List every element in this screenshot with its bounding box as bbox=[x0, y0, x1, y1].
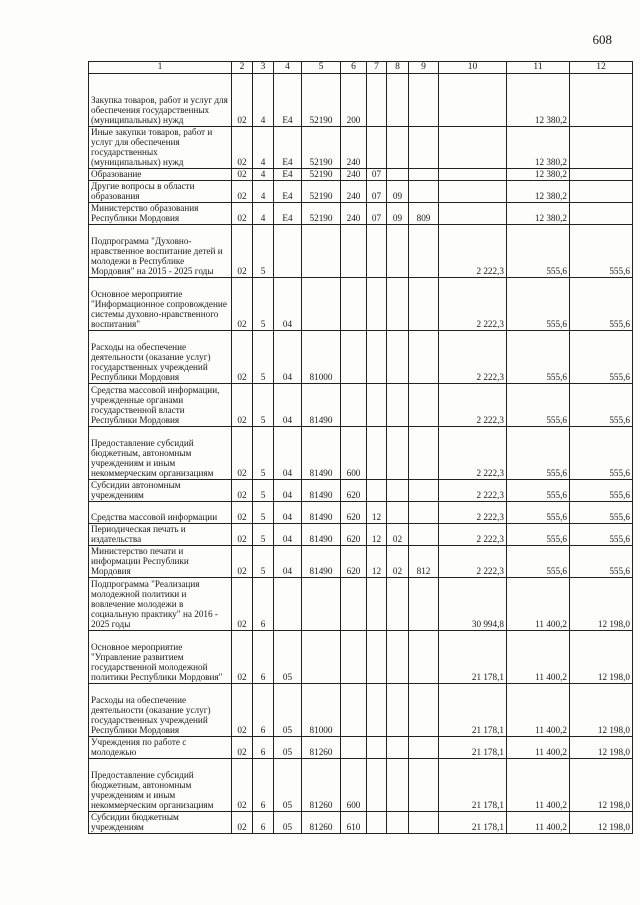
cell-col-4: Е4 bbox=[274, 181, 302, 203]
row-name-cell: Основное мероприятие "Управление развитием государственной молодежной политики Республики Мордовия" bbox=[89, 631, 232, 684]
table-row bbox=[89, 427, 633, 480]
cell-col-12 bbox=[570, 181, 633, 203]
cell-col-5: 81490 bbox=[302, 384, 341, 427]
cell-col-9 bbox=[409, 759, 439, 812]
cell-col-12: 555,6 bbox=[570, 384, 633, 427]
cell-col-5: 52190 bbox=[302, 181, 341, 203]
cell-col-2: 02 bbox=[232, 203, 253, 225]
cell-col-5: 81490 bbox=[302, 546, 341, 578]
cell-col-8 bbox=[387, 737, 409, 759]
cell-col-12: 555,6 bbox=[570, 502, 633, 524]
cell-col-11: 555,6 bbox=[507, 427, 570, 480]
cell-col-6 bbox=[341, 225, 367, 278]
cell-col-12: 555,6 bbox=[570, 278, 633, 331]
cell-col-3: 5 bbox=[253, 546, 274, 578]
row-name-cell: Предоставление субсидий бюджетным, автономным учреждениям и иным некоммерческим организациям bbox=[89, 427, 232, 480]
cell-col-10 bbox=[439, 203, 507, 225]
cell-col-2: 02 bbox=[232, 524, 253, 546]
cell-col-6: 620 bbox=[341, 502, 367, 524]
cell-col-4: Е4 bbox=[274, 169, 302, 181]
cell-col-4: 04 bbox=[274, 331, 302, 384]
table-row bbox=[89, 524, 633, 546]
table-row bbox=[89, 480, 633, 502]
cell-col-8 bbox=[387, 74, 409, 127]
cell-col-11: 555,6 bbox=[507, 502, 570, 524]
table-row bbox=[89, 169, 633, 181]
cell-col-3: 6 bbox=[253, 631, 274, 684]
cell-col-7 bbox=[367, 631, 387, 684]
budget-table bbox=[88, 61, 633, 834]
table-row bbox=[89, 759, 633, 812]
cell-col-3: 6 bbox=[253, 759, 274, 812]
cell-col-3: 5 bbox=[253, 480, 274, 502]
row-name-cell: Расходы на обеспечение деятельности (оказание услуг) государственных учреждений Республики Мордовия bbox=[89, 331, 232, 384]
row-name-cell: Субсидии автономным учреждениям bbox=[89, 480, 232, 502]
row-name-cell: Средства массовой информации, учрежденные органами государственной власти Республики Мордовия bbox=[89, 384, 232, 427]
cell-col-2: 02 bbox=[232, 480, 253, 502]
column-header-5: 5 bbox=[302, 62, 341, 74]
cell-col-11: 12 380,2 bbox=[507, 203, 570, 225]
cell-col-12 bbox=[570, 203, 633, 225]
column-header-3: 3 bbox=[253, 62, 274, 74]
cell-col-7 bbox=[367, 331, 387, 384]
cell-col-8 bbox=[387, 427, 409, 480]
cell-col-3: 5 bbox=[253, 524, 274, 546]
table-row bbox=[89, 203, 633, 225]
cell-col-4: 04 bbox=[274, 524, 302, 546]
cell-col-8 bbox=[387, 169, 409, 181]
row-name-cell: Иные закупки товаров, работ и услуг для обеспечения государственных (муниципальных) нужд bbox=[89, 127, 232, 169]
cell-col-11: 555,6 bbox=[507, 480, 570, 502]
cell-col-3: 5 bbox=[253, 225, 274, 278]
cell-col-12: 12 198,0 bbox=[570, 737, 633, 759]
cell-col-5: 81490 bbox=[302, 502, 341, 524]
cell-col-11: 555,6 bbox=[507, 546, 570, 578]
cell-col-5: 81490 bbox=[302, 480, 341, 502]
cell-col-11: 555,6 bbox=[507, 331, 570, 384]
cell-col-5: 52190 bbox=[302, 203, 341, 225]
cell-col-7 bbox=[367, 225, 387, 278]
cell-col-4: 04 bbox=[274, 427, 302, 480]
cell-col-4: 05 bbox=[274, 812, 302, 834]
cell-col-12 bbox=[570, 74, 633, 127]
cell-col-12: 555,6 bbox=[570, 427, 633, 480]
cell-col-3: 6 bbox=[253, 737, 274, 759]
column-header-9: 9 bbox=[409, 62, 439, 74]
cell-col-2: 02 bbox=[232, 684, 253, 737]
cell-col-8 bbox=[387, 759, 409, 812]
cell-col-8 bbox=[387, 127, 409, 169]
row-name-cell: Субсидии бюджетным учреждениям bbox=[89, 812, 232, 834]
table-row bbox=[89, 331, 633, 384]
cell-col-4: Е4 bbox=[274, 127, 302, 169]
cell-col-7: 07 bbox=[367, 169, 387, 181]
table-row bbox=[89, 812, 633, 834]
column-header-7: 7 bbox=[367, 62, 387, 74]
table-row bbox=[89, 74, 633, 127]
cell-col-5 bbox=[302, 631, 341, 684]
cell-col-3: 4 bbox=[253, 181, 274, 203]
cell-col-10 bbox=[439, 169, 507, 181]
cell-col-7 bbox=[367, 759, 387, 812]
cell-col-7 bbox=[367, 480, 387, 502]
row-name-cell: Средства массовой информации bbox=[89, 502, 232, 524]
cell-col-5 bbox=[302, 225, 341, 278]
cell-col-2: 02 bbox=[232, 546, 253, 578]
cell-col-2: 02 bbox=[232, 631, 253, 684]
cell-col-7 bbox=[367, 737, 387, 759]
cell-col-10: 21 178,1 bbox=[439, 812, 507, 834]
cell-col-11: 11 400,2 bbox=[507, 578, 570, 631]
row-name-cell: Министерство печати и информации Республики Мордовия bbox=[89, 546, 232, 578]
cell-col-2: 02 bbox=[232, 225, 253, 278]
row-name-cell: Периодическая печать и издательства bbox=[89, 524, 232, 546]
cell-col-4: 04 bbox=[274, 546, 302, 578]
table-row bbox=[89, 225, 633, 278]
row-name-cell: Расходы на обеспечение деятельности (оказание услуг) государственных учреждений Республики Мордовия bbox=[89, 684, 232, 737]
cell-col-8 bbox=[387, 480, 409, 502]
row-name-cell: Подпрограмма "Реализация молодежной политики и вовлечение молодежи в социальную практику" на 2016 - 2025 годы bbox=[89, 578, 232, 631]
table-row bbox=[89, 502, 633, 524]
cell-col-9: 809 bbox=[409, 203, 439, 225]
cell-col-12: 555,6 bbox=[570, 225, 633, 278]
row-name-cell: Министерство образования Республики Мордовия bbox=[89, 203, 232, 225]
row-name-cell: Предоставление субсидий бюджетным, автономным учреждениям и иным некоммерческим организациям bbox=[89, 759, 232, 812]
cell-col-2: 02 bbox=[232, 759, 253, 812]
cell-col-9 bbox=[409, 384, 439, 427]
cell-col-9 bbox=[409, 169, 439, 181]
cell-col-9 bbox=[409, 74, 439, 127]
cell-col-12: 12 198,0 bbox=[570, 759, 633, 812]
cell-col-6 bbox=[341, 684, 367, 737]
cell-col-5: 52190 bbox=[302, 127, 341, 169]
cell-col-3: 4 bbox=[253, 169, 274, 181]
cell-col-3: 4 bbox=[253, 74, 274, 127]
cell-col-4: 04 bbox=[274, 502, 302, 524]
cell-col-8 bbox=[387, 502, 409, 524]
cell-col-11: 555,6 bbox=[507, 384, 570, 427]
cell-col-7: 12 bbox=[367, 524, 387, 546]
cell-col-2: 02 bbox=[232, 812, 253, 834]
cell-col-5: 81260 bbox=[302, 812, 341, 834]
cell-col-5: 81260 bbox=[302, 737, 341, 759]
cell-col-8 bbox=[387, 631, 409, 684]
cell-col-7: 12 bbox=[367, 546, 387, 578]
cell-col-10: 30 994,8 bbox=[439, 578, 507, 631]
cell-col-4: 05 bbox=[274, 684, 302, 737]
cell-col-8: 02 bbox=[387, 524, 409, 546]
cell-col-6 bbox=[341, 384, 367, 427]
cell-col-12 bbox=[570, 169, 633, 181]
table-body bbox=[89, 74, 633, 834]
cell-col-6 bbox=[341, 331, 367, 384]
cell-col-5: 52190 bbox=[302, 169, 341, 181]
cell-col-9 bbox=[409, 737, 439, 759]
cell-col-3: 5 bbox=[253, 331, 274, 384]
cell-col-11: 11 400,2 bbox=[507, 812, 570, 834]
cell-col-6 bbox=[341, 278, 367, 331]
cell-col-12: 12 198,0 bbox=[570, 631, 633, 684]
column-header-10: 10 bbox=[439, 62, 507, 74]
cell-col-7 bbox=[367, 578, 387, 631]
cell-col-6: 200 bbox=[341, 74, 367, 127]
table-row bbox=[89, 578, 633, 631]
cell-col-9 bbox=[409, 225, 439, 278]
cell-col-4: Е4 bbox=[274, 74, 302, 127]
cell-col-2: 02 bbox=[232, 384, 253, 427]
cell-col-5: 81490 bbox=[302, 427, 341, 480]
cell-col-2: 02 bbox=[232, 169, 253, 181]
cell-col-5 bbox=[302, 278, 341, 331]
cell-col-11: 12 380,2 bbox=[507, 169, 570, 181]
cell-col-11: 12 380,2 bbox=[507, 181, 570, 203]
cell-col-10: 21 178,1 bbox=[439, 759, 507, 812]
cell-col-11: 11 400,2 bbox=[507, 684, 570, 737]
column-header-12: 12 bbox=[570, 62, 633, 74]
cell-col-8 bbox=[387, 384, 409, 427]
cell-col-11: 11 400,2 bbox=[507, 737, 570, 759]
table-row bbox=[89, 737, 633, 759]
cell-col-12: 555,6 bbox=[570, 546, 633, 578]
cell-col-6: 610 bbox=[341, 812, 367, 834]
page-number: 608 bbox=[592, 32, 612, 47]
cell-col-3: 6 bbox=[253, 812, 274, 834]
cell-col-12: 555,6 bbox=[570, 524, 633, 546]
cell-col-7 bbox=[367, 812, 387, 834]
cell-col-8 bbox=[387, 578, 409, 631]
row-name-cell: Основное мероприятие "Информационное сопровождение системы духовно-нравственного воспитания" bbox=[89, 278, 232, 331]
cell-col-10 bbox=[439, 74, 507, 127]
cell-col-11: 11 400,2 bbox=[507, 759, 570, 812]
cell-col-4: 05 bbox=[274, 759, 302, 812]
row-name-cell: Образование bbox=[89, 169, 232, 181]
cell-col-10: 2 222,3 bbox=[439, 427, 507, 480]
row-name-cell: Закупка товаров, работ и услуг для обеспечения государственных (муниципальных) нужд bbox=[89, 74, 232, 127]
table-row bbox=[89, 127, 633, 169]
cell-col-10: 2 222,3 bbox=[439, 278, 507, 331]
column-header-8: 8 bbox=[387, 62, 409, 74]
cell-col-10 bbox=[439, 181, 507, 203]
cell-col-9 bbox=[409, 524, 439, 546]
cell-col-6: 620 bbox=[341, 546, 367, 578]
cell-col-5: 81260 bbox=[302, 759, 341, 812]
cell-col-12: 12 198,0 bbox=[570, 812, 633, 834]
table-row bbox=[89, 181, 633, 203]
cell-col-12: 12 198,0 bbox=[570, 684, 633, 737]
cell-col-9 bbox=[409, 480, 439, 502]
cell-col-2: 02 bbox=[232, 181, 253, 203]
cell-col-7 bbox=[367, 127, 387, 169]
cell-col-4: 05 bbox=[274, 631, 302, 684]
table-row bbox=[89, 684, 633, 737]
cell-col-7 bbox=[367, 684, 387, 737]
cell-col-3: 5 bbox=[253, 427, 274, 480]
cell-col-8 bbox=[387, 812, 409, 834]
cell-col-2: 02 bbox=[232, 331, 253, 384]
cell-col-5: 52190 bbox=[302, 74, 341, 127]
cell-col-4: Е4 bbox=[274, 203, 302, 225]
cell-col-4 bbox=[274, 225, 302, 278]
cell-col-3: 6 bbox=[253, 578, 274, 631]
cell-col-5: 81490 bbox=[302, 524, 341, 546]
cell-col-10: 2 222,3 bbox=[439, 502, 507, 524]
cell-col-9 bbox=[409, 631, 439, 684]
cell-col-2: 02 bbox=[232, 127, 253, 169]
cell-col-8: 09 bbox=[387, 203, 409, 225]
cell-col-10: 2 222,3 bbox=[439, 384, 507, 427]
cell-col-9 bbox=[409, 812, 439, 834]
column-header-6: 6 bbox=[341, 62, 367, 74]
cell-col-10: 2 222,3 bbox=[439, 331, 507, 384]
cell-col-11: 555,6 bbox=[507, 225, 570, 278]
cell-col-11: 11 400,2 bbox=[507, 631, 570, 684]
cell-col-9 bbox=[409, 181, 439, 203]
cell-col-3: 5 bbox=[253, 278, 274, 331]
cell-col-8 bbox=[387, 225, 409, 278]
cell-col-5: 81000 bbox=[302, 331, 341, 384]
cell-col-6: 240 bbox=[341, 203, 367, 225]
row-name-cell: Подпрограмма "Духовно-нравственное воспитание детей и молодежи в Республике Мордовия" на 2015 - 2025 годы bbox=[89, 225, 232, 278]
row-name-cell: Учреждения по работе с молодежью bbox=[89, 737, 232, 759]
row-name-cell: Другие вопросы в области образования bbox=[89, 181, 232, 203]
cell-col-6: 620 bbox=[341, 524, 367, 546]
cell-col-10: 2 222,3 bbox=[439, 524, 507, 546]
table-row bbox=[89, 546, 633, 578]
cell-col-3: 5 bbox=[253, 384, 274, 427]
cell-col-6: 240 bbox=[341, 169, 367, 181]
cell-col-5: 81000 bbox=[302, 684, 341, 737]
cell-col-10: 2 222,3 bbox=[439, 546, 507, 578]
cell-col-10: 2 222,3 bbox=[439, 225, 507, 278]
cell-col-7: 07 bbox=[367, 203, 387, 225]
cell-col-9 bbox=[409, 331, 439, 384]
cell-col-9 bbox=[409, 578, 439, 631]
cell-col-9 bbox=[409, 502, 439, 524]
cell-col-2: 02 bbox=[232, 74, 253, 127]
cell-col-12: 12 198,0 bbox=[570, 578, 633, 631]
cell-col-8 bbox=[387, 278, 409, 331]
cell-col-4: 05 bbox=[274, 737, 302, 759]
cell-col-5 bbox=[302, 578, 341, 631]
cell-col-7: 12 bbox=[367, 502, 387, 524]
cell-col-10: 21 178,1 bbox=[439, 684, 507, 737]
cell-col-6: 600 bbox=[341, 427, 367, 480]
cell-col-7 bbox=[367, 74, 387, 127]
cell-col-6: 240 bbox=[341, 127, 367, 169]
cell-col-6 bbox=[341, 578, 367, 631]
cell-col-11: 555,6 bbox=[507, 524, 570, 546]
cell-col-2: 02 bbox=[232, 737, 253, 759]
cell-col-12 bbox=[570, 127, 633, 169]
cell-col-7 bbox=[367, 427, 387, 480]
cell-col-2: 02 bbox=[232, 427, 253, 480]
cell-col-4: 04 bbox=[274, 384, 302, 427]
cell-col-12: 555,6 bbox=[570, 331, 633, 384]
column-header-11: 11 bbox=[507, 62, 570, 74]
cell-col-2: 02 bbox=[232, 278, 253, 331]
cell-col-11: 12 380,2 bbox=[507, 74, 570, 127]
table-row bbox=[89, 278, 633, 331]
cell-col-9 bbox=[409, 278, 439, 331]
cell-col-4: 04 bbox=[274, 278, 302, 331]
cell-col-9 bbox=[409, 684, 439, 737]
cell-col-10 bbox=[439, 127, 507, 169]
cell-col-6 bbox=[341, 737, 367, 759]
cell-col-10: 2 222,3 bbox=[439, 480, 507, 502]
cell-col-6 bbox=[341, 631, 367, 684]
cell-col-8: 02 bbox=[387, 546, 409, 578]
cell-col-7 bbox=[367, 278, 387, 331]
cell-col-2: 02 bbox=[232, 502, 253, 524]
cell-col-3: 6 bbox=[253, 684, 274, 737]
cell-col-8 bbox=[387, 331, 409, 384]
cell-col-4: 04 bbox=[274, 480, 302, 502]
cell-col-6: 240 bbox=[341, 181, 367, 203]
cell-col-8 bbox=[387, 684, 409, 737]
cell-col-8: 09 bbox=[387, 181, 409, 203]
cell-col-6: 620 bbox=[341, 480, 367, 502]
header-row bbox=[89, 62, 633, 74]
cell-col-3: 4 bbox=[253, 203, 274, 225]
cell-col-9 bbox=[409, 127, 439, 169]
cell-col-9: 812 bbox=[409, 546, 439, 578]
cell-col-11: 12 380,2 bbox=[507, 127, 570, 169]
cell-col-3: 5 bbox=[253, 502, 274, 524]
cell-col-12: 555,6 bbox=[570, 480, 633, 502]
cell-col-11: 555,6 bbox=[507, 278, 570, 331]
table-row bbox=[89, 631, 633, 684]
cell-col-4 bbox=[274, 578, 302, 631]
column-header-1: 1 bbox=[89, 62, 232, 74]
cell-col-6: 600 bbox=[341, 759, 367, 812]
cell-col-10: 21 178,1 bbox=[439, 737, 507, 759]
column-header-2: 2 bbox=[232, 62, 253, 74]
column-header-4: 4 bbox=[274, 62, 302, 74]
cell-col-2: 02 bbox=[232, 578, 253, 631]
cell-col-9 bbox=[409, 427, 439, 480]
cell-col-7: 07 bbox=[367, 181, 387, 203]
table-row bbox=[89, 384, 633, 427]
cell-col-3: 4 bbox=[253, 127, 274, 169]
cell-col-10: 21 178,1 bbox=[439, 631, 507, 684]
cell-col-7 bbox=[367, 384, 387, 427]
